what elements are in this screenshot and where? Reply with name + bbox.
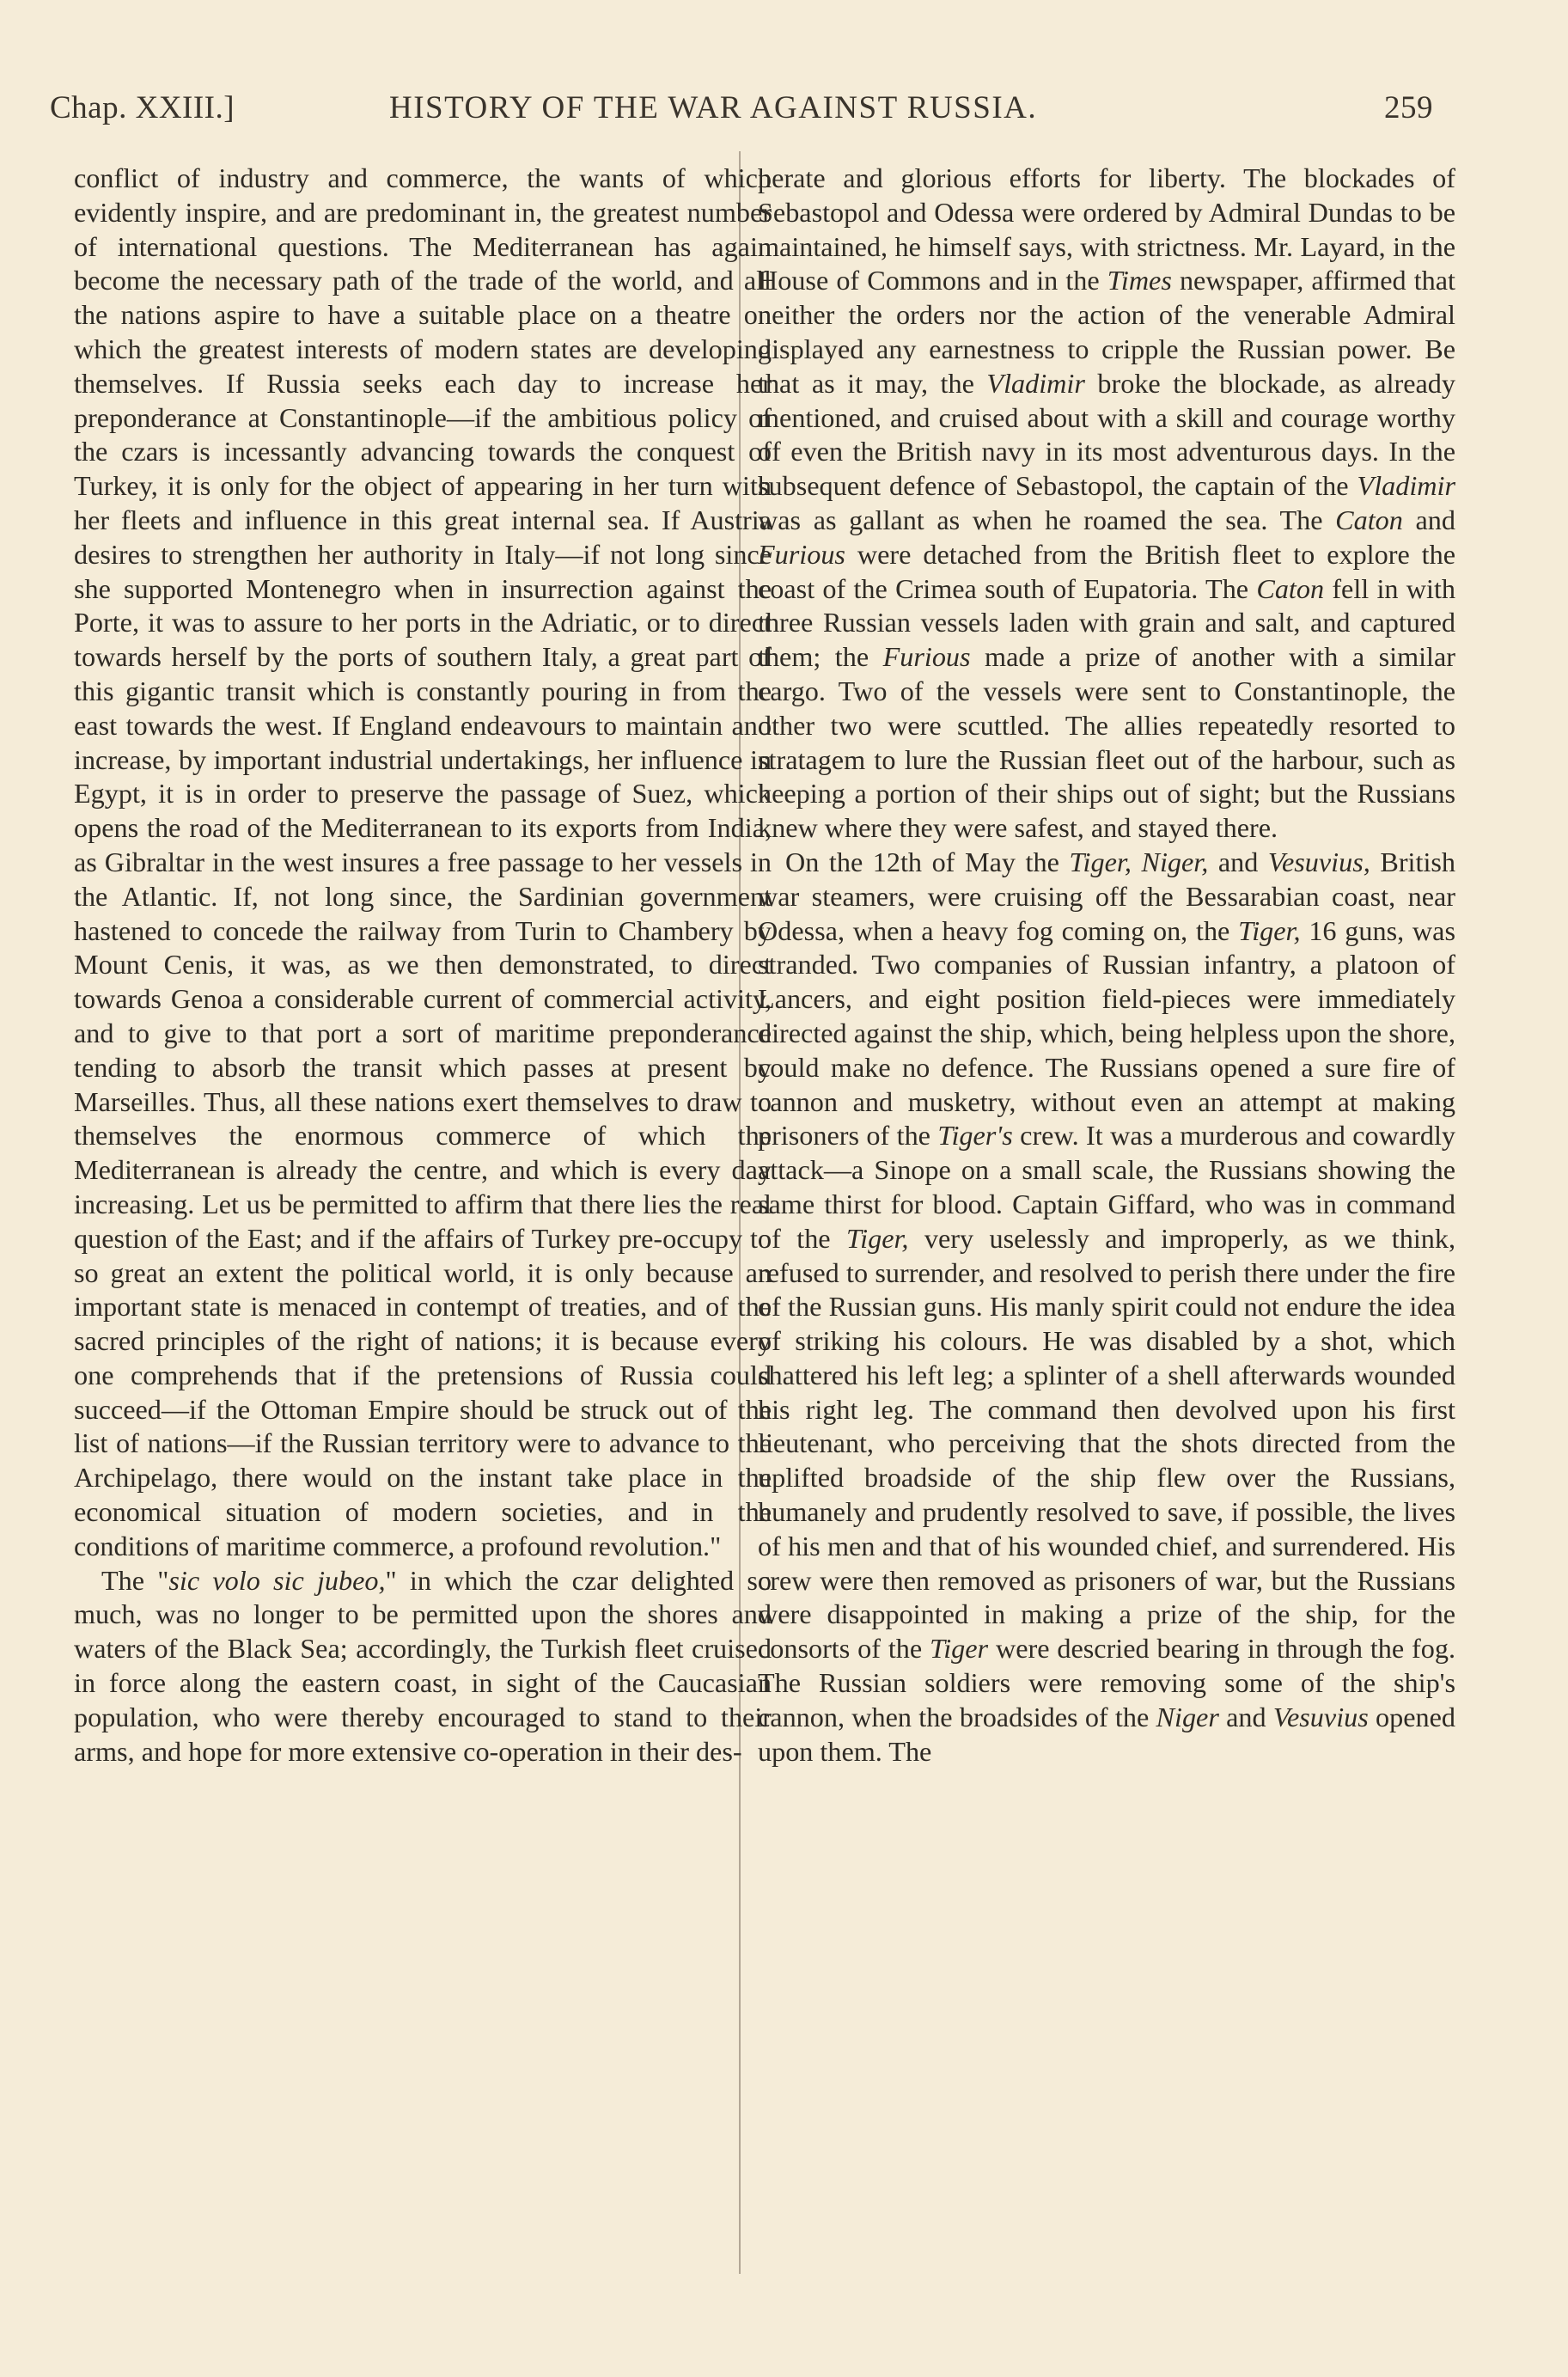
- text-run: made a prize of another with a similar cargo. Two of the vessels were sent to Constantinople, the other two were scuttled. The allies repeatedly resorted to stratagem to lure the Russian fleet out of the harbour, such as keeping a portion of their ships out of sight; but the Russians knew where they were safest, and stayed there.: [758, 641, 1456, 844]
- text-run: [1132, 846, 1142, 877]
- ship-name: Vesuvius,: [1267, 846, 1370, 877]
- ship-name: Caton: [1335, 504, 1403, 535]
- text-run: broke the blockade, as already mentioned, and cruised about with a skill and courage worthy of even the British navy in its most adventurous days. In the subsequent defence of Sebastopol, the captain of the: [758, 367, 1455, 502]
- text-run: and: [1208, 846, 1268, 877]
- paragraph-tiger: [758, 846, 1455, 1769]
- paragraph-trade: conflict of industry and commerce, the wants of which evidently inspire, and are predominant in, the greatest number of international questions. The Mediterranean has again become the necessary path of the trade of the world, and all the nations aspire to have a suitable place on a theatre on which the greatest interests of modern states are developing themselves. If Russia seeks each day to increase her preponderance at Constantinople—if the ambitious policy of the czars is incessantly advancing towards the conquest of Turkey, it is only for the object of appearing in her turn with her fleets and influence in this great internal sea. If Austria desires to strengthen her authority in Italy—if not long since she supported Montenegro when in insurrection against the Porte, it was to assure to her ports in the Adriatic, or to direct towards herself by the ports of southern Italy, a great part of this gigantic transit which is constantly pouring in from the east towards the west. If England endeavours to maintain and increase, by important industrial undertakings, her influence in Egypt, it is in order to preserve the passage of Suez, which opens the road of the Mediterranean to its exports from India, as Gibraltar in the west insures a free passage to her vessels in the Atlantic. If, not long since, the Sardinian government hastened to concede the railway from Turin to Chambery by Mount Cenis, it was, as we then demonstrated, to direct towards Genoa a considerable current of commercial activity, and to give to that port a sort of maritime preponderance tending to absorb the transit which passes at present by Marseilles. Thus, all these nations exert themselves to draw to themselves the enormous commerce of which the Mediterranean is already the centre, and which is every day increasing. Let us be permitted to affirm that there lies the real question of the East; and if the affairs of Turkey pre-occupy to so great an extent the political world, it is only because an important state is menaced in contempt of treaties, and of the sacred principles of the right of nations; it is because every one comprehends that if the pretensions of Russia could succeed—if the Ottoman Empire should be struck out of the list of nations—if the Russian territory were to advance to the Archipelago, there would on the instant take place in the economical situation of modern societies, and in the conditions of maritime commerce, a profound revolution.": [74, 162, 772, 1561]
- text-run: very uselessly and improperly, as we think, refused to surrender, and resolved to perish there under the fire of the Russian guns. His manly spirit could not endure the idea of striking his colours. He was disabled by a shot, which shattered his left leg; a splinter of a shell afterwards wounded his right leg. The command then devolved upon his first lieutenant, who perceiving that the shots directed from the uplifted broadside of the ship flew over the Russians, humanely and prudently resolved to save, if possible, the lives of his men and that of his wounded chief, and surrendered. His crew were then removed as prisoners of war, but the Russians were disappointed in making a prize of the ship, for the consorts of the: [758, 1222, 1455, 1665]
- text-run: newspaper, affirmed that neither the orders nor the action of the venerable Admiral displayed any earnestness to cripple the Russian power. Be that as it may, the: [758, 265, 1455, 399]
- ship-name: Times: [1107, 265, 1172, 296]
- text-run: On the 12th of May the: [785, 846, 1070, 877]
- ship-name: Vladimir: [1357, 470, 1455, 502]
- text-run: perate and glorious efforts for liberty. The blockades of Sebastopol and Odessa were ordered by Admiral Dundas to be maintained, he himself says, with strictness. Mr. Layard, in the House of Commons and in the: [758, 162, 1455, 296]
- ship-name: Furious: [882, 641, 971, 673]
- ship-name: Tiger,: [1069, 846, 1132, 877]
- chapter-label: Chap. XXIII.]: [50, 90, 235, 125]
- ship-name: Niger,: [1141, 846, 1209, 877]
- text-run: was as gallant as when he roamed the sea. The: [758, 504, 1336, 535]
- text-run: opened upon them. The: [758, 1701, 1455, 1767]
- ship-name: Vladimir: [986, 367, 1085, 399]
- text-run: The ": [101, 1564, 169, 1596]
- paragraph-sic-volo: [74, 1564, 772, 1769]
- ship-name: Tiger: [930, 1633, 989, 1665]
- text-run: were detached from the British fleet to explore the coast of the Crimea south of Eupatoria. The: [758, 538, 1455, 604]
- text-run: " in which the czar delighted so much, was no longer to be permitted upon the shores and waters of the Black Sea; accordingly, the Turkish fleet cruised in force along the eastern coast, in sight of the Caucasian population, who were thereby encouraged to stand to their arms, and hope for more extensive co-operation in their des-: [74, 1564, 772, 1767]
- text-run: and: [1218, 1701, 1273, 1732]
- text-run: and: [1402, 504, 1455, 535]
- ship-name: Caton: [1256, 572, 1325, 604]
- paragraph-blockade: [758, 162, 1455, 846]
- text-run: were descried bearing in through the fog. The Russian soldiers were removing some of the ship's cannon, when the broadsides of the: [758, 1633, 1455, 1732]
- ship-name: Tiger,: [846, 1222, 909, 1254]
- left-column: [74, 162, 772, 1769]
- text-run: British war steamers, were cruising off the Bessarabian coast, near Odessa, when a heavy fog coming on, the: [758, 846, 1456, 946]
- italic-phrase: sic volo sic jubeo,: [168, 1564, 386, 1596]
- ship-name: Tiger,: [1238, 914, 1301, 946]
- text-run: fell in with three Russian vessels laden with grain and salt, and captured them; the: [758, 572, 1455, 673]
- ship-name: Tiger's: [937, 1120, 1013, 1152]
- text-run: crew. It was a murderous and cowardly attack—a Sinope on a small scale, the Russians showing the same thirst for blood. Captain Giffard, who was in command of the: [758, 1120, 1455, 1254]
- ship-name: Furious: [758, 538, 845, 570]
- ship-name: Vesuvius: [1272, 1701, 1369, 1732]
- right-column: [758, 162, 1455, 1769]
- running-title: HISTORY OF THE WAR AGAINST RUSSIA.: [389, 90, 1038, 125]
- text-run: 16 guns, was stranded. Two companies of Russian infantry, a platoon of Lancers, and eight position field-pieces were immediately directed against the ship, which, being helpless upon the shore, could make no defence. The Russians opened a sure fire of cannon and musketry, without even an attempt at making prisoners of the: [758, 914, 1455, 1152]
- page-number: 259: [1384, 90, 1433, 125]
- running-header: [50, 84, 1433, 136]
- ship-name: Niger: [1156, 1701, 1219, 1732]
